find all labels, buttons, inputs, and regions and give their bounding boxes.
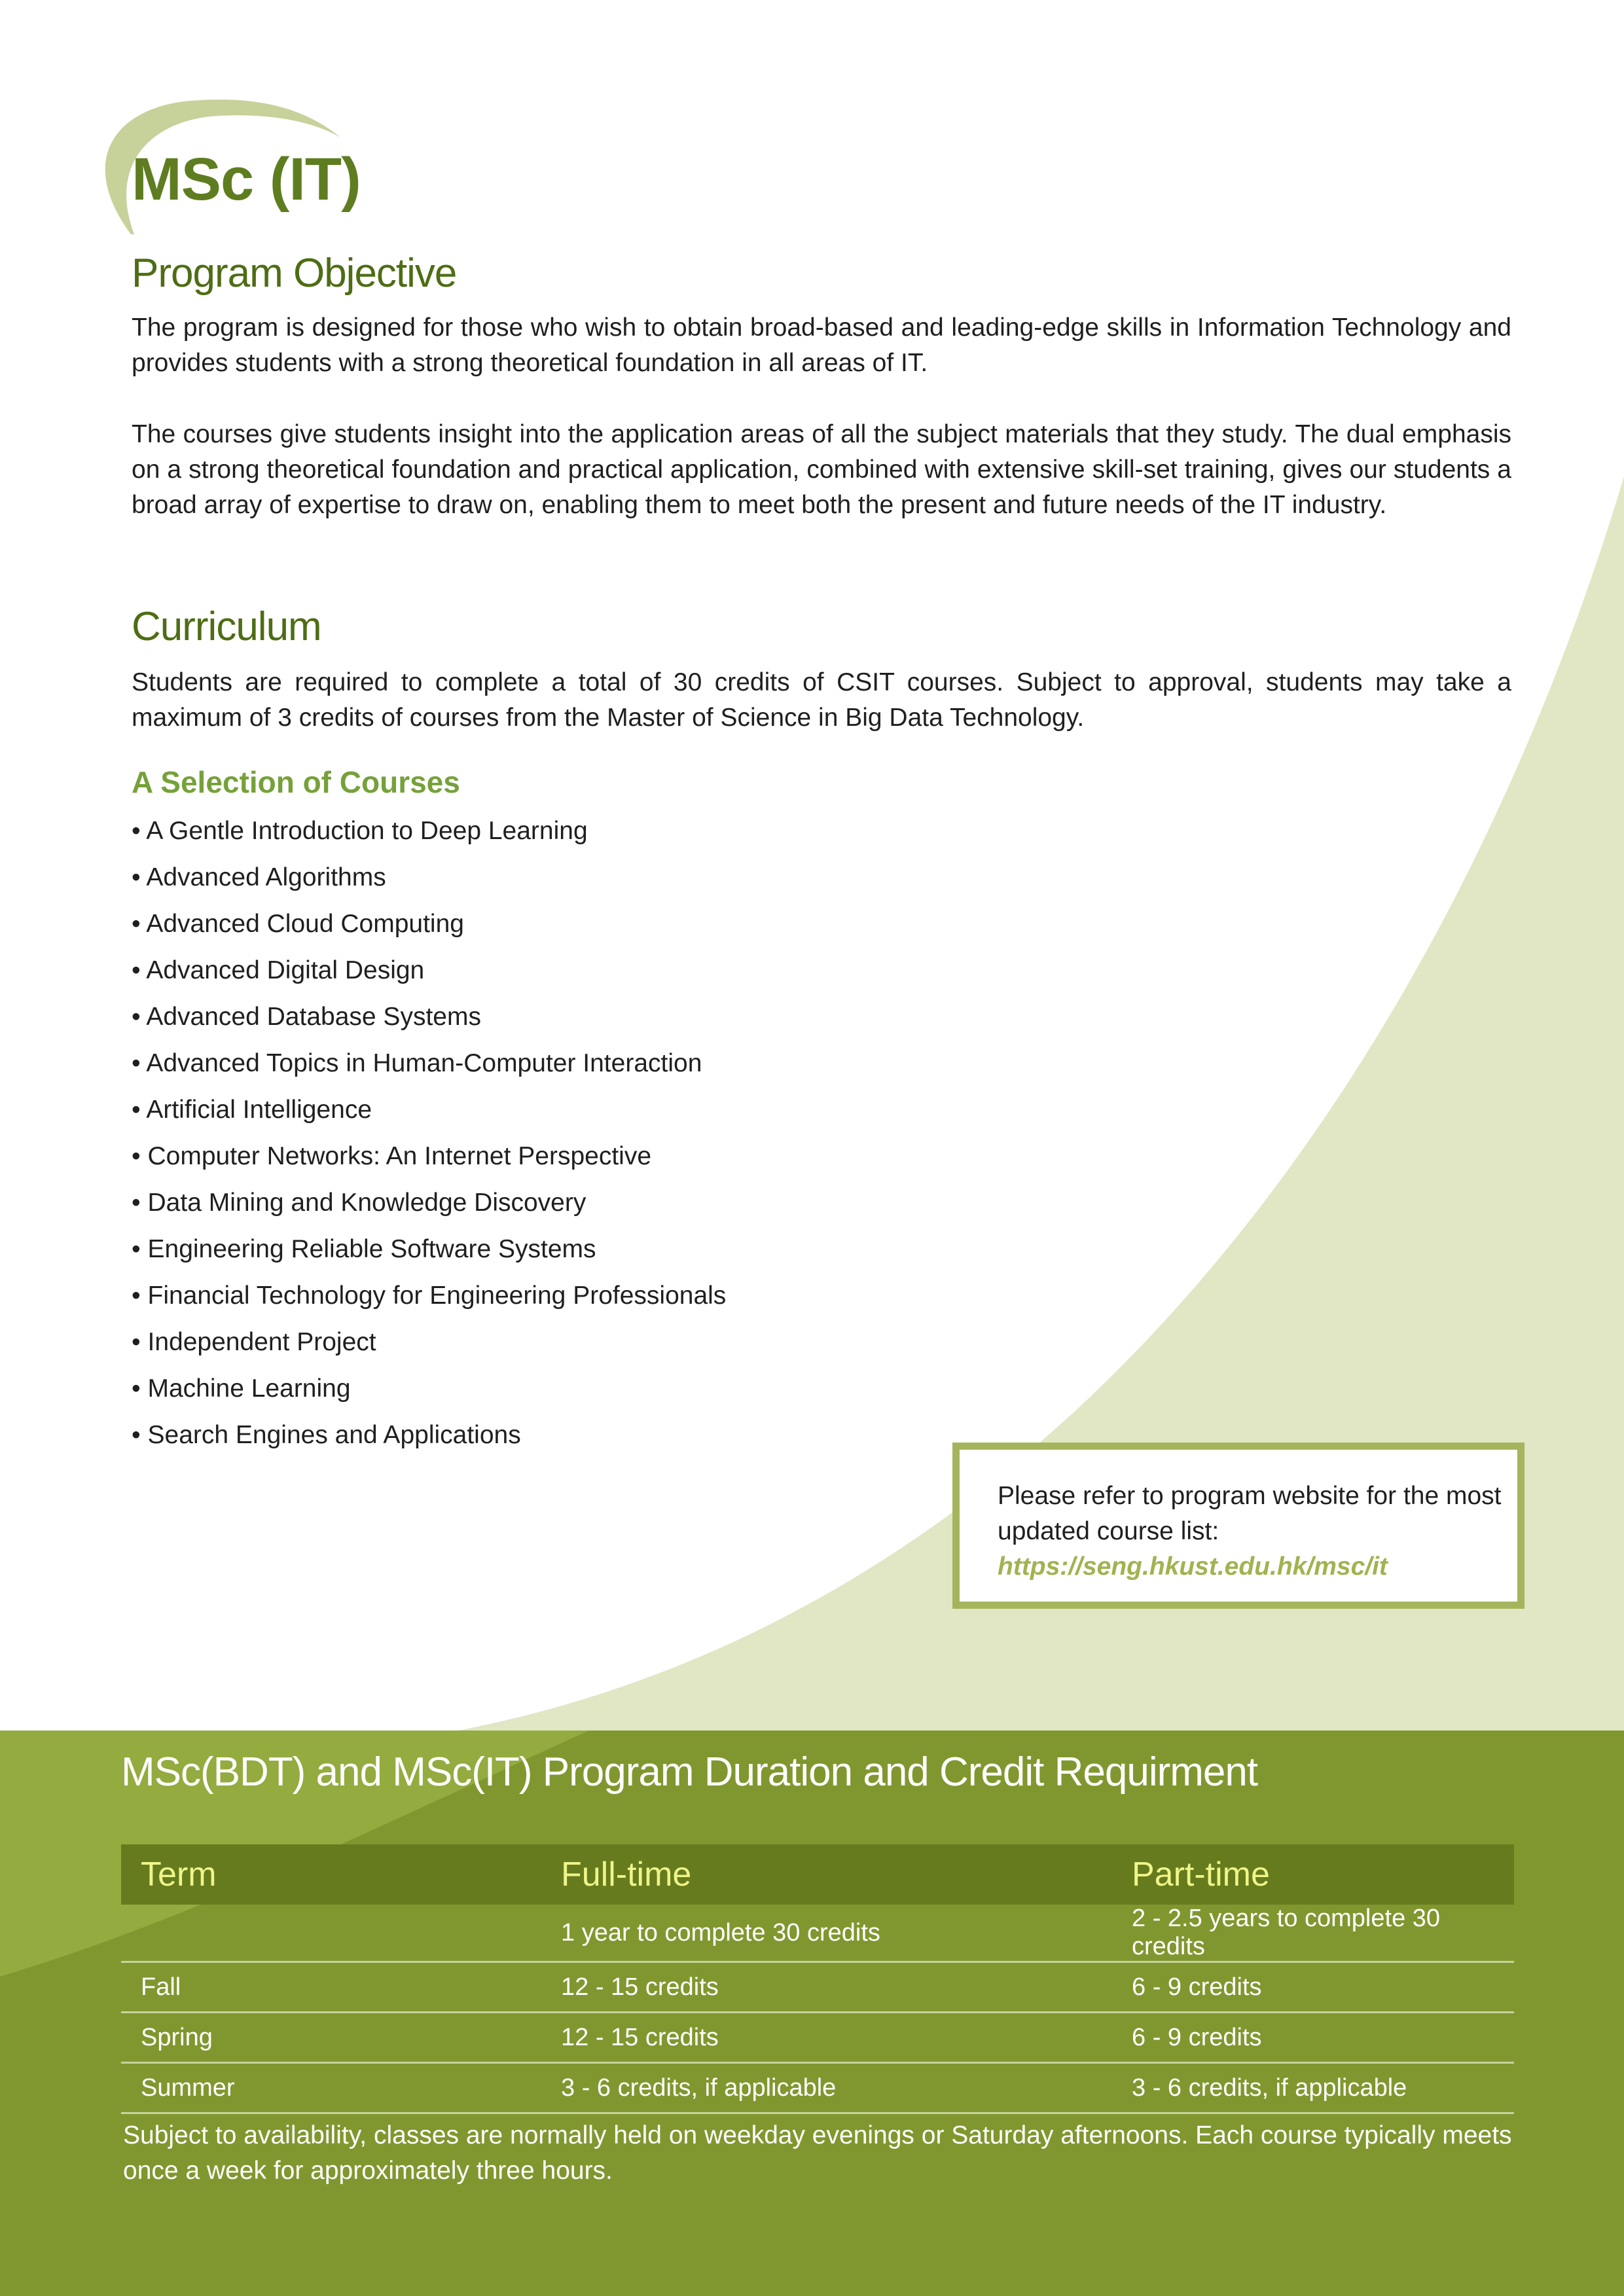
list-item: • Advanced Database Systems (132, 999, 983, 1046)
list-item: • Machine Learning (132, 1371, 983, 1418)
list-item: • Financial Technology for Engineering Professionals (132, 1278, 983, 1325)
title-block (132, 145, 361, 214)
course-list-notice-box (952, 1443, 1525, 1609)
list-item: • Artificial Intelligence (132, 1092, 983, 1139)
table-row (121, 1962, 1514, 2013)
notice-line-1: Please refer to program website for the most (998, 1482, 1502, 1510)
duration-table (121, 1844, 1514, 2114)
objective-paragraph-1: The program is designed for those who wish to obtain broad-based and leading-edge skills in Information Technology and provides students with a strong theoretical foundation in all areas of IT. (132, 314, 1511, 377)
table-cell: 3 - 6 credits, if applicable (1112, 2063, 1514, 2113)
list-item: • Engineering Reliable Software Systems (132, 1232, 983, 1278)
list-item: • Computer Networks: An Internet Perspective (132, 1139, 983, 1185)
table-cell: 1 year to complete 30 credits (541, 1905, 1112, 1962)
course-list (132, 814, 983, 1464)
table-row (121, 2013, 1514, 2063)
table-cell (121, 1905, 541, 1962)
column-header-term: Term (121, 1844, 541, 1905)
table-cell: Spring (121, 2013, 541, 2063)
list-item: • Advanced Topics in Human-Computer Interaction (132, 1046, 983, 1092)
list-item: • Independent Project (132, 1325, 983, 1371)
table-cell: 12 - 15 credits (541, 2013, 1112, 2063)
table-cell: Summer (121, 2063, 541, 2113)
schedule-note: Subject to availability, classes are normally held on weekday evenings or Saturday afternoons. Each course typically meets once a week for approximately three hours. (123, 2121, 1512, 2185)
column-header-part-time: Part-time (1112, 1844, 1514, 1905)
table-cell: 3 - 6 credits, if applicable (541, 2063, 1112, 2113)
table-cell: Fall (121, 1962, 541, 2013)
list-item: • Advanced Algorithms (132, 860, 983, 906)
program-website-link[interactable]: https://seng.hkust.edu.hk/msc/it (998, 1552, 1388, 1581)
column-header-full-time: Full-time (541, 1844, 1112, 1905)
courses-heading: A Selection of Courses (132, 765, 460, 799)
table-row (121, 1905, 1514, 1962)
list-item: • Data Mining and Knowledge Discovery (132, 1185, 983, 1232)
table-row (121, 2063, 1514, 2113)
duration-section-title: MSc(BDT) and MSc(IT) Program Duration and Credit Requirment (121, 1749, 1258, 1795)
notice-line-2: updated course list: (998, 1517, 1219, 1545)
table-cell: 2 - 2.5 years to complete 30 credits (1112, 1905, 1514, 1962)
list-item: • Search Engines and Applications (132, 1418, 983, 1464)
table-cell: 6 - 9 credits (1112, 1962, 1514, 2013)
list-item: • Advanced Cloud Computing (132, 906, 983, 953)
program-objective-heading: Program Objective (132, 251, 457, 296)
curriculum-heading: Curriculum (132, 604, 321, 649)
list-item: • A Gentle Introduction to Deep Learning (132, 814, 983, 860)
curriculum-paragraph: Students are required to complete a total of 30 credits of CSIT courses. Subject to approval, students may take a maximum of 3 credits of courses from the Master of Science in Big Data Technology. (132, 668, 1511, 732)
page-title: MSc (IT) (132, 146, 361, 213)
list-item: • Advanced Digital Design (132, 953, 983, 999)
objective-paragraph-2: The courses give students insight into the application areas of all the subject materials that they study. The dual emphasis on a strong theoretical foundation and practical application, combined with extensive skill-set training, gives our students a broad array of expertise to draw on, enabling them to meet both the present and future needs of the IT industry. (132, 420, 1511, 519)
table-cell: 6 - 9 credits (1112, 2013, 1514, 2063)
table-cell: 12 - 15 credits (541, 1962, 1112, 2013)
table-header-row (121, 1844, 1514, 1905)
